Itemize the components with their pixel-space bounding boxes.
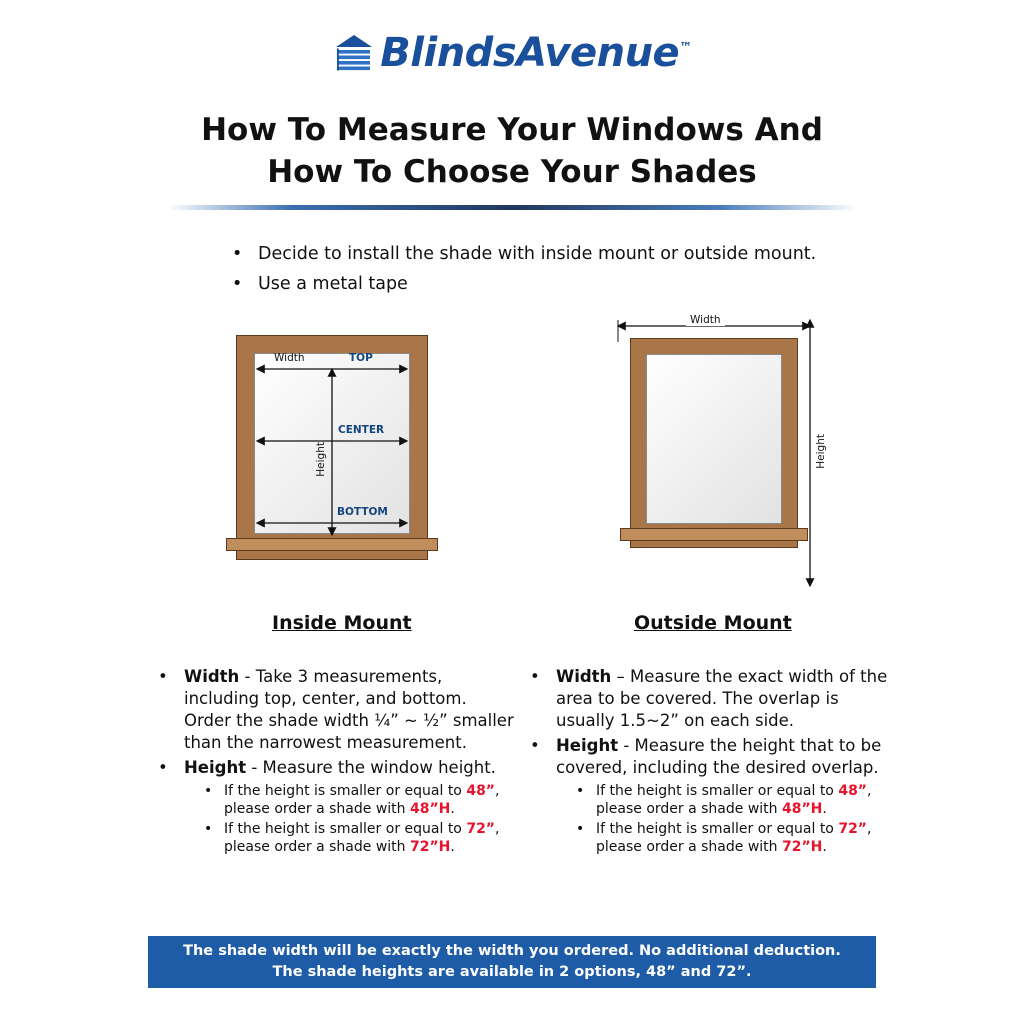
bullet-glyph: •: [576, 821, 585, 838]
bullet-glyph: •: [232, 273, 243, 294]
outside-sub-72-val1: 72”: [838, 821, 868, 838]
footer-note: [148, 936, 876, 988]
inside-sub-72: [224, 820, 518, 856]
diagram-area: [0, 310, 1024, 590]
inside-width-text: - Take 3 measurements, including top, center, and bottom. Order the shade width ¼” ~ ½” smaller than the narrowest measurement.: [184, 667, 514, 752]
outside-sub-48-val1: 48”: [838, 782, 868, 799]
inside-sub-48-pre: If the height is smaller or equal to: [224, 782, 467, 799]
list-item: [530, 735, 902, 779]
inside-height-sublist: [204, 782, 518, 857]
footer-line2: The shade heights are available in 2 options, 48” and 72”.: [272, 964, 752, 980]
window-glass: [646, 354, 782, 524]
inside-sub-72-val2: 72”H: [410, 839, 451, 856]
bullet-glyph: •: [530, 735, 540, 755]
bullet-glyph: •: [204, 821, 213, 838]
outside-sub-72-pre: If the height is smaller or equal to: [596, 821, 839, 838]
inside-mount-diagram: [236, 335, 428, 560]
outside-sub-72: [596, 820, 902, 856]
outside-width-item: [556, 666, 902, 732]
footer-line1: The shade width will be exactly the width you ordered. No additional deduction.: [183, 942, 841, 959]
inside-sub-72-mid: , please order a shade with: [224, 821, 500, 856]
inside-height-item: [184, 757, 518, 779]
bullet-glyph: •: [204, 782, 213, 799]
inside-sub-48-val2: 48”H: [410, 800, 451, 817]
outside-width-label: Width: [686, 314, 725, 326]
inside-mount-heading: Inside Mount: [272, 612, 412, 634]
intro-bullet-text: Decide to install the shade with inside mount or outside mount.: [258, 244, 817, 264]
blinds-window-icon: [332, 31, 376, 75]
outside-sub-48: [596, 782, 902, 818]
list-item: [576, 820, 902, 856]
outside-sub-72-post: .: [822, 839, 827, 856]
outside-sub-48-val2: 48”H: [782, 800, 823, 817]
outside-mount-heading: Outside Mount: [634, 612, 792, 634]
inside-sub-72-val1: 72”: [466, 821, 496, 838]
list-item: [232, 243, 932, 267]
outside-sub-72-val2: 72”H: [782, 839, 823, 856]
window-sill: [620, 528, 808, 541]
inside-bottom-label: BOTTOM: [337, 506, 388, 518]
outside-height-text: - Measure the height that to be covered, including the desired overlap.: [556, 735, 882, 777]
inside-width-term: Width: [184, 667, 240, 686]
bullet-glyph: •: [158, 667, 168, 686]
bullet-glyph: •: [158, 757, 168, 777]
list-item: [204, 820, 518, 856]
inside-sub-48: [224, 782, 518, 818]
outside-sub-72-mid: , please order a shade with: [596, 821, 872, 856]
inside-center-label: CENTER: [338, 424, 385, 436]
inside-height-text: - Measure the window height.: [246, 757, 496, 777]
outside-height-term: Height: [556, 735, 619, 755]
outside-width-text: – Measure the exact width of the area to be covered. The overlap is usually 1.5~2” on each side.: [556, 667, 888, 730]
outside-mount-details: [530, 666, 902, 858]
inside-sub-48-post: .: [450, 800, 455, 817]
list-item: [158, 666, 518, 754]
inside-sub-48-mid: , please order a shade with: [224, 782, 500, 817]
outside-width-term: Width: [556, 667, 612, 686]
list-item: [530, 666, 902, 732]
inside-width-item: [184, 666, 518, 754]
outside-height-item: [556, 735, 902, 779]
brand-name: [380, 30, 692, 76]
inside-sub-48-val1: 48”: [466, 782, 496, 799]
list-item: [576, 782, 902, 818]
list-item: [204, 782, 518, 818]
intro-bullet-text: Use a metal tape: [258, 273, 408, 294]
window-sill: [226, 538, 438, 551]
outside-sub-48-mid: , please order a shade with: [596, 782, 872, 817]
brand-name-text: BlindsAvenue: [380, 30, 680, 76]
list-item: [232, 273, 932, 297]
outside-mount-diagram: [630, 314, 827, 548]
brand-logo: [0, 22, 1024, 84]
inside-height-term: Height: [184, 757, 247, 777]
inside-top-label: TOP: [349, 352, 373, 364]
outside-sub-48-post: .: [822, 800, 827, 817]
inside-mount-details: [158, 666, 518, 858]
intro-bullet-list: [232, 243, 932, 302]
page-title: [0, 110, 1024, 194]
outside-sub-48-pre: If the height is smaller or equal to: [596, 782, 839, 799]
list-item: [158, 757, 518, 779]
inside-sub-72-pre: If the height is smaller or equal to: [224, 821, 467, 838]
inside-sub-72-post: .: [450, 839, 455, 856]
inside-height-label: Height: [315, 442, 327, 477]
bullet-glyph: •: [530, 667, 540, 686]
title-divider: [168, 205, 858, 210]
trademark-symbol: ™: [679, 40, 692, 56]
bullet-glyph: •: [576, 782, 585, 799]
inside-width-label: Width: [274, 352, 305, 364]
page-title-line2: How To Choose Your Shades: [267, 153, 757, 190]
page-title-line1: How To Measure Your Windows And: [201, 112, 823, 148]
outside-height-label: Height: [815, 430, 827, 473]
outside-height-sublist: [576, 782, 902, 857]
bullet-glyph: •: [232, 244, 243, 264]
